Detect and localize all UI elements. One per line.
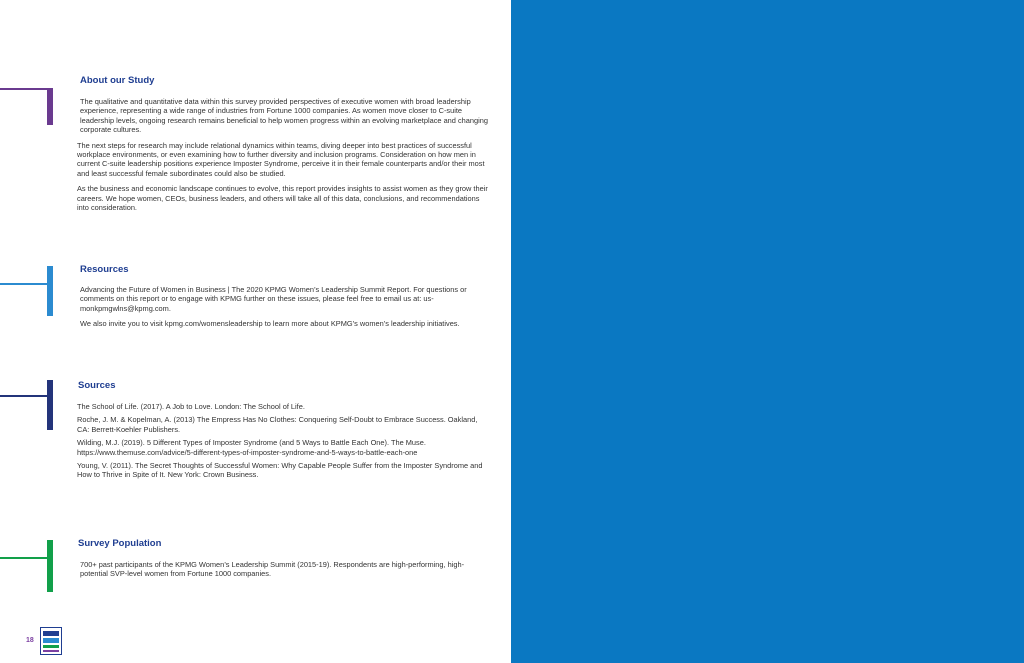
- source-item: Roche, J. M. & Kopelman, A. (2013) The Empress Has No Clothes: Conquering Self-Doubt to Embrace Success. Oakland, CA: Berrett-Koehler Publishers.: [77, 415, 478, 434]
- source-item: The School of Life. (2017). A Job to Love. London: The School of Life.: [77, 402, 305, 411]
- resources-paragraph: Advancing the Future of Women in Business | The 2020 KPMG Women’s Leadership Summit Report. For questions or comments on this report or to engage with KPMG further on these issues, please feel free to email us at: us-monkpmgwlns@kpmg.com.: [80, 285, 467, 313]
- sources-rule-line: [0, 395, 53, 397]
- study-accent-bar: [47, 88, 53, 125]
- resources-rule-line: [0, 283, 53, 285]
- left-page: [0, 0, 511, 663]
- study-paragraph: As the business and economic landscape continues to evolve, this report provides insights to assist women as they grow their careers. We hope women, CEOs, business leaders, and others will take all of this data, conclusions, and recommendations into consideration.: [77, 184, 488, 213]
- population-accent-bar: [47, 540, 53, 592]
- study-paragraph: The qualitative and quantitative data within this survey provided perspectives of executive women with broad leadership experience, representing a wide range of industries from Fortune 1000 companies. As women move closer to C-suite leadership levels, ongoing research remains beneficial to help women progress within an evolving marketplace and changing corporate cultures.: [80, 97, 488, 135]
- population-text: 700+ past participants of the KPMG Women’s Leadership Summit (2015-19). Respondents are high-performing, high-potential SVP-level women from Fortune 1000 companies.: [80, 560, 465, 579]
- sources-list: [77, 402, 485, 484]
- population-body: [80, 560, 475, 585]
- resources-body: [77, 285, 487, 335]
- resources-title: Resources: [80, 264, 129, 275]
- study-title: About our Study: [80, 75, 155, 86]
- study-paragraph: The next steps for research may include relational dynamics within teams, diving deeper into best practices of successful workplace environments, or even examining how to further diversity and inclusion programs. Consideration on how men in current C-suite leadership positions experience Imposter Syndrome, perceive it in their female counterparts and/or their most and least successful female subordinates could also be studied.: [77, 140, 485, 178]
- sources-title: Sources: [78, 380, 116, 391]
- right-blue-panel: [511, 0, 1024, 663]
- summit-logo: [40, 627, 62, 655]
- study-body: [77, 97, 489, 218]
- resources-accent-bar: [47, 266, 53, 316]
- study-rule-line: [0, 88, 53, 90]
- sources-accent-bar: [47, 380, 53, 430]
- population-title: Survey Population: [78, 538, 162, 549]
- population-rule-line: [0, 557, 53, 559]
- resources-paragraph: We also invite you to visit kpmg.com/womensleadership to learn more about KPMG’s women’s leadership initiatives.: [80, 319, 460, 329]
- page-number: 18: [26, 637, 34, 644]
- source-item: Wilding, M.J. (2019). 5 Different Types of Imposter Syndrome (and 5 Ways to Battle Each One). The Muse. https://www.themuse.com/advice/5-different-types-of-imposter-syndrome-and-5-ways-to-battle-each-one: [77, 438, 426, 457]
- source-item: Young, V. (2011). The Secret Thoughts of Successful Women: Why Capable People Suffer from the Imposter Syndrome and How to Thrive in Spite of It. New York: Crown Business.: [77, 461, 483, 480]
